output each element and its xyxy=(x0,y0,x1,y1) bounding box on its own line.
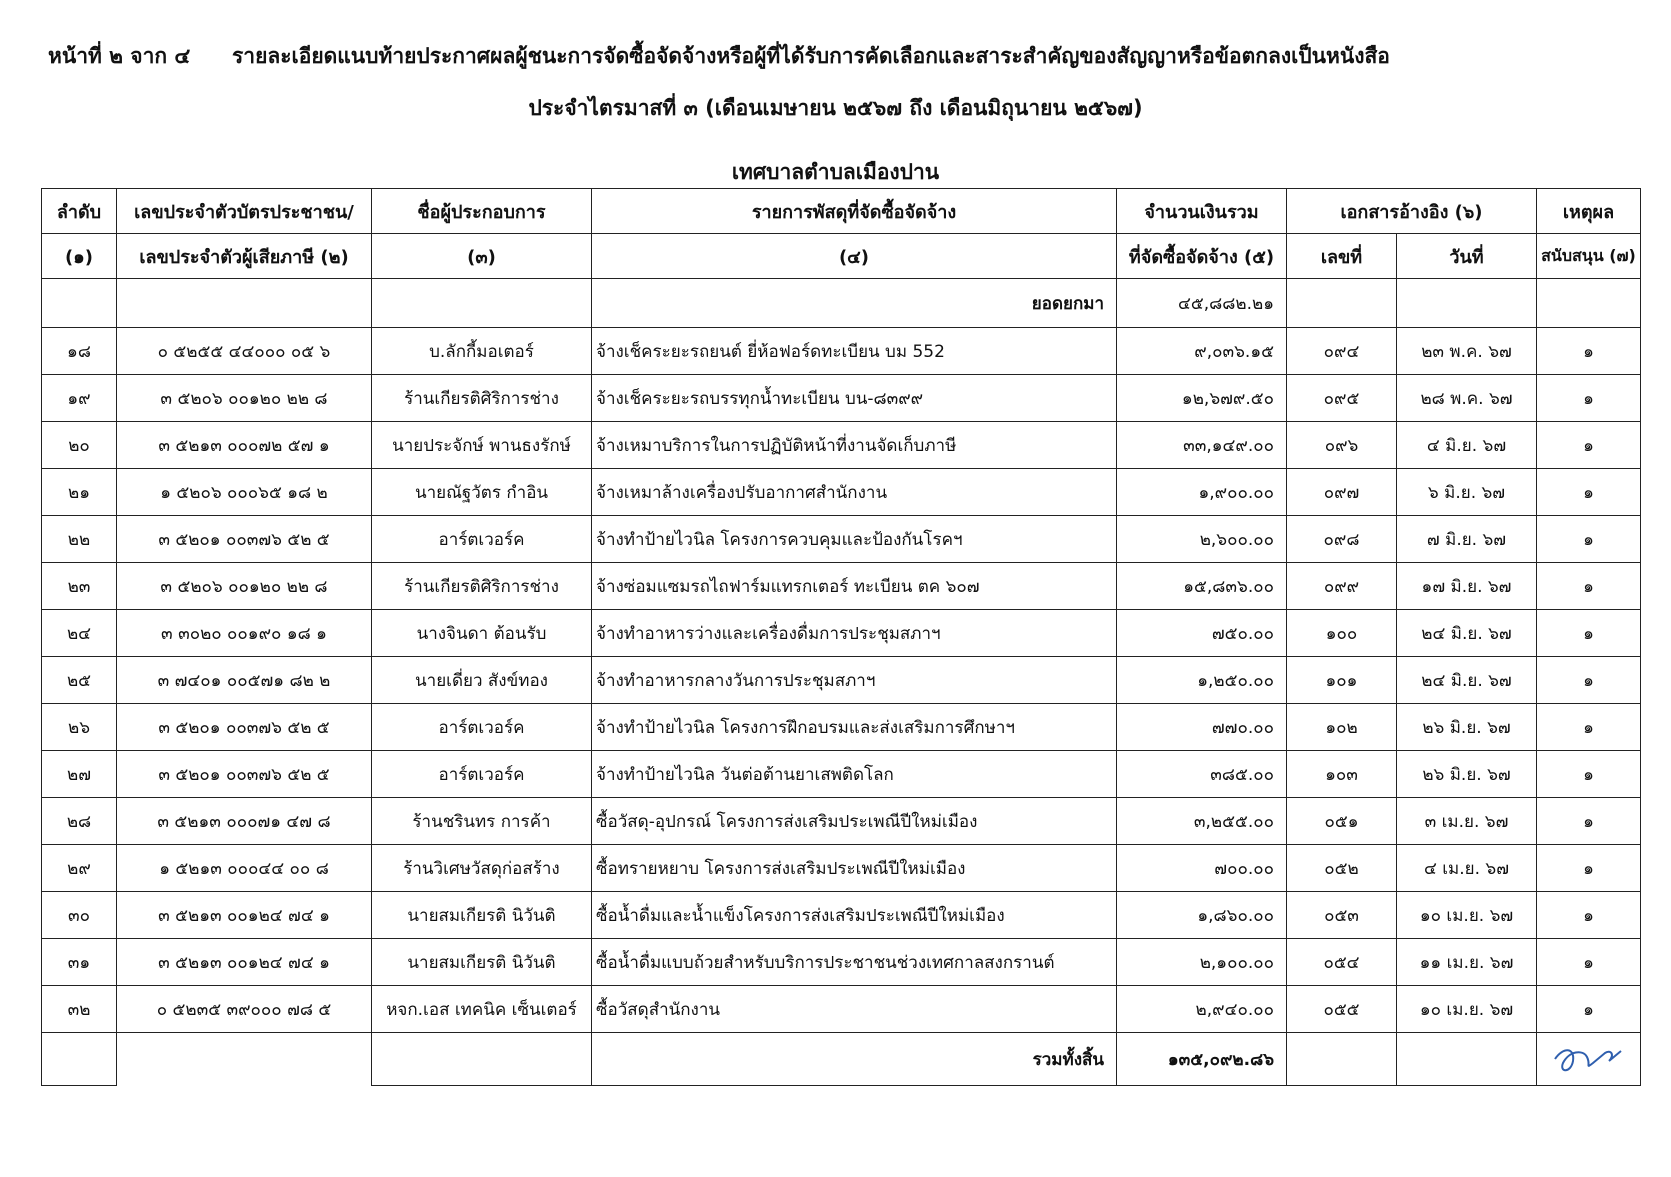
row-ref-date: ๒๓ พ.ค. ๖๗ xyxy=(1397,328,1537,375)
row-ref-no: ๑๐๑ xyxy=(1287,657,1397,704)
col-ref-header: เอกสารอ้างอิง (๖) xyxy=(1287,189,1537,234)
row-ref-date: ๑๗ มิ.ย. ๖๗ xyxy=(1397,563,1537,610)
row-reason: ๑ xyxy=(1537,986,1641,1033)
row-ref-date: ๒๖ มิ.ย. ๖๗ xyxy=(1397,751,1537,798)
row-seq: ๒๔ xyxy=(42,610,117,657)
row-amount: ๓๘๕.๐๐ xyxy=(1117,751,1287,798)
row-reason: ๑ xyxy=(1537,939,1641,986)
row-reason: ๑ xyxy=(1537,422,1641,469)
row-vendor: ร้านเกียรติศิริการช่าง xyxy=(372,563,592,610)
row-tax-id: ๑ ๕๒๐๖ ๐๐๐๖๕ ๑๘ ๒ xyxy=(117,469,372,516)
document-subtitle: ประจำไตรมาสที่ ๓ (เดือนเมษายน ๒๕๖๗ ถึง เดือนมิถุนายน ๒๕๖๗) xyxy=(528,96,1143,120)
row-item: จ้างทำป้ายไวนิล โครงการควบคุมและป้องกันโรคฯ xyxy=(592,516,1117,563)
table-row xyxy=(42,892,1641,939)
row-item: ซื้อน้ำดื่มและน้ำแข็งโครงการส่งเสริมประเพณีปีใหม่เมือง xyxy=(592,892,1117,939)
carry-forward-amount: ๔๕,๘๘๒.๒๑ xyxy=(1117,279,1287,328)
col-amount-header: จำนวนเงินรวม xyxy=(1117,189,1287,234)
row-reason: ๑ xyxy=(1537,328,1641,375)
table-row xyxy=(42,469,1641,516)
row-reason: ๑ xyxy=(1537,892,1641,939)
row-seq: ๑๙ xyxy=(42,375,117,422)
row-reason: ๑ xyxy=(1537,469,1641,516)
row-ref-date: ๑๐ เม.ย. ๖๗ xyxy=(1397,892,1537,939)
row-amount: ๗๐๐.๐๐ xyxy=(1117,845,1287,892)
row-ref-no: ๐๕๕ xyxy=(1287,986,1397,1033)
col-reason-header: เหตุผล xyxy=(1537,189,1641,234)
organization-name: เทศบาลตำบลเมืองปาน xyxy=(731,160,940,184)
row-ref-no: ๐๙๔ xyxy=(1287,328,1397,375)
row-ref-no: ๐๕๑ xyxy=(1287,798,1397,845)
row-reason: ๑ xyxy=(1537,845,1641,892)
row-seq: ๓๑ xyxy=(42,939,117,986)
col-ref-date-header: วันที่ xyxy=(1397,234,1537,279)
row-vendor: ร้านเกียรติศิริการช่าง xyxy=(372,375,592,422)
table-row xyxy=(42,516,1641,563)
table-row xyxy=(42,845,1641,892)
row-tax-id: ๓ ๕๒๐๑ ๐๐๓๗๖ ๕๒ ๕ xyxy=(117,516,372,563)
row-tax-id: ๓ ๕๒๑๓ ๐๐๐๗๒ ๕๗ ๑ xyxy=(117,422,372,469)
col-id-subheader: เลขประจำตัวผู้เสียภาษี (๒) xyxy=(117,234,372,279)
row-item: จ้างเหมาล้างเครื่องปรับอากาศสำนักงาน xyxy=(592,469,1117,516)
table-row xyxy=(42,375,1641,422)
row-item: ซื้อวัสดุ-อุปกรณ์ โครงการส่งเสริมประเพณีปีใหม่เมือง xyxy=(592,798,1117,845)
total-label: รวมทั้งสิ้น xyxy=(592,1033,1117,1086)
row-ref-date: ๗ มิ.ย. ๖๗ xyxy=(1397,516,1537,563)
row-vendor: อาร์ตเวอร์ค xyxy=(372,516,592,563)
row-item: จ้างทำป้ายไวนิล วันต่อต้านยาเสพติดโลก xyxy=(592,751,1117,798)
table-row xyxy=(42,422,1641,469)
row-reason: ๑ xyxy=(1537,563,1641,610)
row-seq: ๒๐ xyxy=(42,422,117,469)
row-ref-no: ๐๕๔ xyxy=(1287,939,1397,986)
row-ref-date: ๒๖ มิ.ย. ๖๗ xyxy=(1397,704,1537,751)
row-tax-id: ๓ ๕๒๐๑ ๐๐๓๗๖ ๕๒ ๕ xyxy=(117,704,372,751)
row-seq: ๒๘ xyxy=(42,798,117,845)
row-amount: ๓๓,๑๔๙.๐๐ xyxy=(1117,422,1287,469)
row-vendor: นางจินดา ต้อนรับ xyxy=(372,610,592,657)
col-item-header: รายการพัสดุที่จัดซื้อจัดจ้าง xyxy=(592,189,1117,234)
header-row-2 xyxy=(42,234,1641,279)
col-reason-subheader: สนับสนุน (๗) xyxy=(1537,234,1641,279)
row-ref-date: ๑๑ เม.ย. ๖๗ xyxy=(1397,939,1537,986)
row-ref-no: ๐๙๖ xyxy=(1287,422,1397,469)
row-amount: ๑,๒๕๐.๐๐ xyxy=(1117,657,1287,704)
col-seq-subheader: (๑) xyxy=(42,234,117,279)
row-amount: ๒,๖๐๐.๐๐ xyxy=(1117,516,1287,563)
row-ref-date: ๓ เม.ย. ๖๗ xyxy=(1397,798,1537,845)
signature-cell xyxy=(1537,1033,1641,1086)
table-row xyxy=(42,704,1641,751)
row-item: ซื้อวัสดุสำนักงาน xyxy=(592,986,1117,1033)
table-row xyxy=(42,328,1641,375)
row-reason: ๑ xyxy=(1537,657,1641,704)
page-number: หน้าที่ ๒ จาก ๔ xyxy=(48,44,191,68)
row-vendor: นายสมเกียรติ นิวันติ xyxy=(372,939,592,986)
row-item: จ้างทำป้ายไวนิล โครงการฝึกอบรมและส่งเสริมการศึกษาฯ xyxy=(592,704,1117,751)
row-amount: ๑,๙๐๐.๐๐ xyxy=(1117,469,1287,516)
row-item: ซื้อน้ำดื่มแบบถ้วยสำหรับบริการประชาชนช่วงเทศกาลสงกรานต์ xyxy=(592,939,1117,986)
row-ref-date: ๒๔ มิ.ย. ๖๗ xyxy=(1397,657,1537,704)
row-vendor: นายประจักษ์ พานธงรักษ์ xyxy=(372,422,592,469)
row-seq: ๒๗ xyxy=(42,751,117,798)
row-reason: ๑ xyxy=(1537,751,1641,798)
row-amount: ๑๒,๖๗๙.๕๐ xyxy=(1117,375,1287,422)
row-reason: ๑ xyxy=(1537,704,1641,751)
col-id-header: เลขประจำตัวบัตรประชาชน/ xyxy=(117,189,372,234)
row-vendor: อาร์ตเวอร์ค xyxy=(372,751,592,798)
total-row xyxy=(42,1033,1641,1086)
row-ref-no: ๑๐๒ xyxy=(1287,704,1397,751)
row-vendor: หจก.เอส เทคนิค เซ็นเตอร์ xyxy=(372,986,592,1033)
row-ref-date: ๑๐ เม.ย. ๖๗ xyxy=(1397,986,1537,1033)
col-ref-no-header: เลขที่ xyxy=(1287,234,1397,279)
carry-forward-label: ยอดยกมา xyxy=(592,279,1117,328)
row-ref-no: ๐๙๙ xyxy=(1287,563,1397,610)
row-tax-id: ๓ ๕๒๑๓ ๐๐๑๒๔ ๗๔ ๑ xyxy=(117,939,372,986)
col-vendor-subheader: (๓) xyxy=(372,234,592,279)
row-tax-id: ๐ ๕๒๕๕ ๔๔๐๐๐ ๐๕ ๖ xyxy=(117,328,372,375)
table-row xyxy=(42,798,1641,845)
row-tax-id: ๓ ๗๔๐๑ ๐๐๕๗๑ ๘๒ ๒ xyxy=(117,657,372,704)
table-row xyxy=(42,610,1641,657)
row-item: จ้างทำอาหารว่างและเครื่องดื่มการประชุมสภาฯ xyxy=(592,610,1117,657)
row-tax-id: ๓ ๕๒๐๖ ๐๐๑๒๐ ๒๒ ๘ xyxy=(117,375,372,422)
table-row xyxy=(42,751,1641,798)
row-seq: ๒๕ xyxy=(42,657,117,704)
row-tax-id: ๐ ๕๒๓๕ ๓๙๐๐๐ ๗๘ ๕ xyxy=(117,986,372,1033)
row-tax-id: ๑ ๕๒๑๓ ๐๐๐๔๔ ๐๐ ๘ xyxy=(117,845,372,892)
table-row xyxy=(42,563,1641,610)
table-row xyxy=(42,986,1641,1033)
row-reason: ๑ xyxy=(1537,375,1641,422)
row-ref-no: ๐๙๗ xyxy=(1287,469,1397,516)
row-seq: ๓๐ xyxy=(42,892,117,939)
row-tax-id: ๓ ๕๒๐๑ ๐๐๓๗๖ ๕๒ ๕ xyxy=(117,751,372,798)
row-ref-date: ๒๘ พ.ค. ๖๗ xyxy=(1397,375,1537,422)
row-vendor: นายสมเกียรติ นิวันติ xyxy=(372,892,592,939)
row-amount: ๙,๐๓๖.๑๕ xyxy=(1117,328,1287,375)
row-seq: ๓๒ xyxy=(42,986,117,1033)
header-row-1 xyxy=(42,189,1641,234)
row-item: จ้างเช็คระยะรถบรรทุกน้ำทะเบียน บน-๘๓๙๙ xyxy=(592,375,1117,422)
row-amount: ๑๕,๘๓๖.๐๐ xyxy=(1117,563,1287,610)
row-tax-id: ๓ ๕๒๑๓ ๐๐๐๗๑ ๔๗ ๘ xyxy=(117,798,372,845)
row-seq: ๒๓ xyxy=(42,563,117,610)
row-tax-id: ๓ ๓๐๒๐ ๐๐๑๙๐ ๑๘ ๑ xyxy=(117,610,372,657)
row-tax-id: ๓ ๕๒๐๖ ๐๐๑๒๐ ๒๒ ๘ xyxy=(117,563,372,610)
row-ref-date: ๒๔ มิ.ย. ๖๗ xyxy=(1397,610,1537,657)
signature-icon xyxy=(1549,1039,1629,1079)
row-seq: ๒๒ xyxy=(42,516,117,563)
row-ref-no: ๐๕๓ xyxy=(1287,892,1397,939)
row-ref-date: ๖ มิ.ย. ๖๗ xyxy=(1397,469,1537,516)
row-seq: ๒๙ xyxy=(42,845,117,892)
row-ref-no: ๑๐๓ xyxy=(1287,751,1397,798)
row-vendor: นายเดี่ยว สังข์ทอง xyxy=(372,657,592,704)
row-amount: ๗๕๐.๐๐ xyxy=(1117,610,1287,657)
col-item-subheader: (๔) xyxy=(592,234,1117,279)
row-seq: ๒๑ xyxy=(42,469,117,516)
row-ref-date: ๔ เม.ย. ๖๗ xyxy=(1397,845,1537,892)
row-item: จ้างเหมาบริการในการปฏิบัติหน้าที่งานจัดเก็บภาษี xyxy=(592,422,1117,469)
row-vendor: นายณัฐวัตร กำอิน xyxy=(372,469,592,516)
row-item: ซื้อทรายหยาบ โครงการส่งเสริมประเพณีปีใหม่เมือง xyxy=(592,845,1117,892)
row-ref-date: ๔ มิ.ย. ๖๗ xyxy=(1397,422,1537,469)
row-seq: ๒๖ xyxy=(42,704,117,751)
row-amount: ๓,๒๕๕.๐๐ xyxy=(1117,798,1287,845)
row-vendor: อาร์ตเวอร์ค xyxy=(372,704,592,751)
row-ref-no: ๐๙๕ xyxy=(1287,375,1397,422)
col-amount-subheader: ที่จัดซื้อจัดจ้าง (๕) xyxy=(1117,234,1287,279)
row-item: จ้างซ่อมแซมรถไถฟาร์มแทรกเตอร์ ทะเบียน ตค ๖๐๗ xyxy=(592,563,1117,610)
row-ref-no: ๐๕๒ xyxy=(1287,845,1397,892)
row-amount: ๗๗๐.๐๐ xyxy=(1117,704,1287,751)
carry-forward-row xyxy=(42,279,1641,328)
col-vendor-header: ชื่อผู้ประกอบการ xyxy=(372,189,592,234)
row-item: จ้างทำอาหารกลางวันการประชุมสภาฯ xyxy=(592,657,1117,704)
row-item: จ้างเช็คระยะรถยนต์ ยี่ห้อฟอร์ดทะเบียน บม 552 xyxy=(592,328,1117,375)
row-amount: ๑,๘๖๐.๐๐ xyxy=(1117,892,1287,939)
row-tax-id: ๓ ๕๒๑๓ ๐๐๑๒๔ ๗๔ ๑ xyxy=(117,892,372,939)
row-ref-no: ๐๙๘ xyxy=(1287,516,1397,563)
document-title: รายละเอียดแนบท้ายประกาศผลผู้ชนะการจัดซื้อจัดจ้างหรือผู้ที่ได้รับการคัดเลือกและสาระสำคัญของสัญญาหรือข้อตกลงเป็นหนังสือ xyxy=(232,44,1390,68)
row-amount: ๒,๙๔๐.๐๐ xyxy=(1117,986,1287,1033)
row-vendor: ร้านวิเศษวัสดุก่อสร้าง xyxy=(372,845,592,892)
table-row xyxy=(42,939,1641,986)
row-vendor: ร้านชรินทร การค้า xyxy=(372,798,592,845)
col-seq-header: ลำดับ xyxy=(42,189,117,234)
row-reason: ๑ xyxy=(1537,798,1641,845)
total-amount: ๑๓๕,๐๙๒.๘๖ xyxy=(1117,1033,1287,1086)
row-amount: ๒,๑๐๐.๐๐ xyxy=(1117,939,1287,986)
row-reason: ๑ xyxy=(1537,516,1641,563)
row-reason: ๑ xyxy=(1537,610,1641,657)
row-seq: ๑๘ xyxy=(42,328,117,375)
row-vendor: บ.ลักกี้มอเตอร์ xyxy=(372,328,592,375)
table-row xyxy=(42,657,1641,704)
row-ref-no: ๑๐๐ xyxy=(1287,610,1397,657)
procurement-table xyxy=(41,188,1641,1086)
